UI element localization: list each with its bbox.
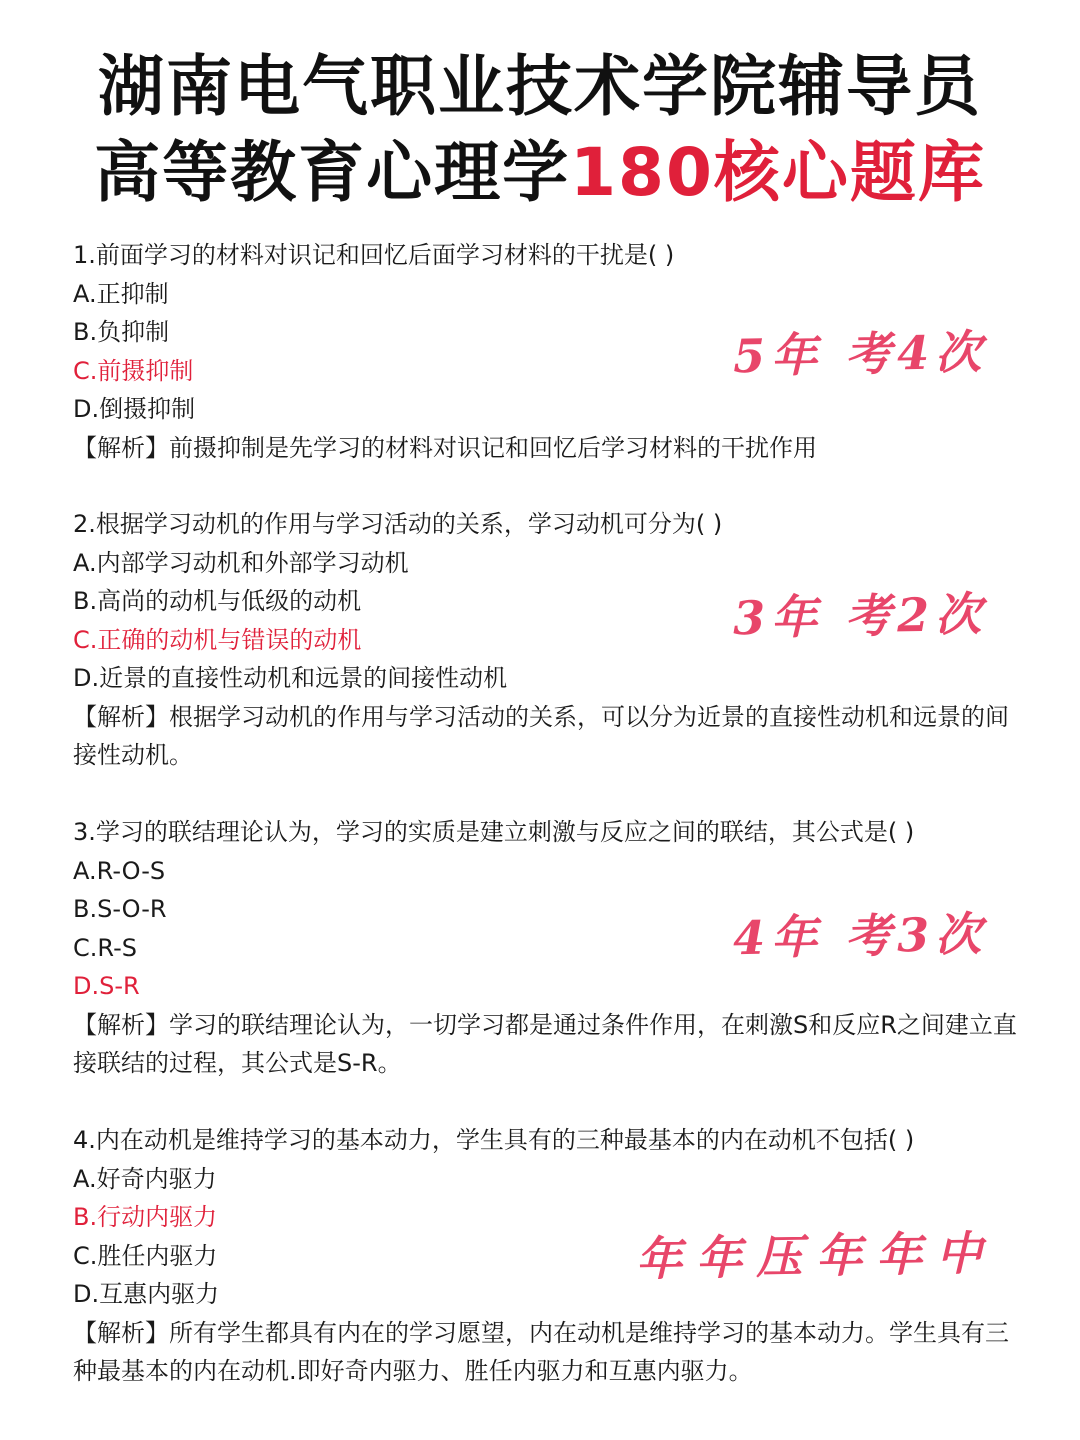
option-a: A.R-O-S — [73, 856, 166, 885]
frequency-note-2: 3年 考2次 — [732, 586, 988, 646]
option-d: D.倒摄抑制 — [73, 395, 196, 423]
title-prefix: 高等教育心理学 — [94, 134, 571, 211]
frequency-note-3: 4年 考3次 — [732, 906, 988, 966]
question-stem: 3.学习的联结理论认为，学习的实质是建立刺激与反应之间的联结，其公式是( ) — [73, 818, 915, 846]
option-c-correct: C.正确的动机与错误的动机 — [73, 625, 362, 654]
question-stem: 4.内在动机是维持学习的基本动力，学生具有的三种最基本的内在动机不包括( ) — [73, 1126, 915, 1154]
question-stem: 1.前面学习的材料对识记和回忆后面学习材料的干扰是( ) — [73, 241, 675, 269]
analysis-text: 【解析】所有学生都具有内在的学习愿望，内在动机是维持学习的基本动力。学生具有三种最基本的内在动机.即好奇内驱力、胜任内驱力和互惠内驱力。 — [73, 1318, 1009, 1385]
page-title-line-2 — [0, 134, 1080, 211]
option-d-correct: D.S-R — [73, 972, 140, 1000]
title-accent: 180核心题库 — [570, 134, 986, 211]
option-d: D.近景的直接性动机和远景的间接性动机 — [73, 664, 508, 692]
question-stem: 2.根据学习动机的作用与学习活动的关系，学习动机可分为( ) — [73, 510, 723, 538]
option-b: B.高尚的动机与低级的动机 — [73, 587, 362, 615]
page-title-line-1: 湖南电气职业技术学院辅导员 — [98, 48, 982, 125]
option-c: C.R-S — [73, 933, 137, 962]
option-b-correct: B.行动内驱力 — [73, 1203, 218, 1231]
analysis-text: 【解析】前摄抑制是先学习的材料对识记和回忆后学习材料的干扰作用 — [73, 433, 817, 462]
frequency-note-1: 5年 考4次 — [732, 324, 988, 384]
option-a: A.好奇内驱力 — [73, 1164, 217, 1193]
option-c: C.胜任内驱力 — [73, 1241, 218, 1270]
option-a: A.正抑制 — [73, 279, 169, 308]
option-c-correct: C.前摄抑制 — [73, 356, 194, 385]
option-d: D.互惠内驱力 — [73, 1280, 220, 1308]
analysis-text: 【解析】学习的联结理论认为，一切学习都是通过条件作用，在刺激S和反应R之间建立直接联结的过程，其公式是S-R。 — [73, 1010, 1017, 1077]
frequency-note-4: 年年压年年中 — [635, 1225, 997, 1287]
option-a: A.内部学习动机和外部学习动机 — [73, 548, 409, 577]
option-b: B.S-O-R — [73, 895, 167, 923]
option-b: B.负抑制 — [73, 318, 170, 346]
analysis-text: 【解析】根据学习动机的作用与学习活动的关系，可以分为近景的直接性动机和远景的间接性动机。 — [73, 702, 1009, 769]
